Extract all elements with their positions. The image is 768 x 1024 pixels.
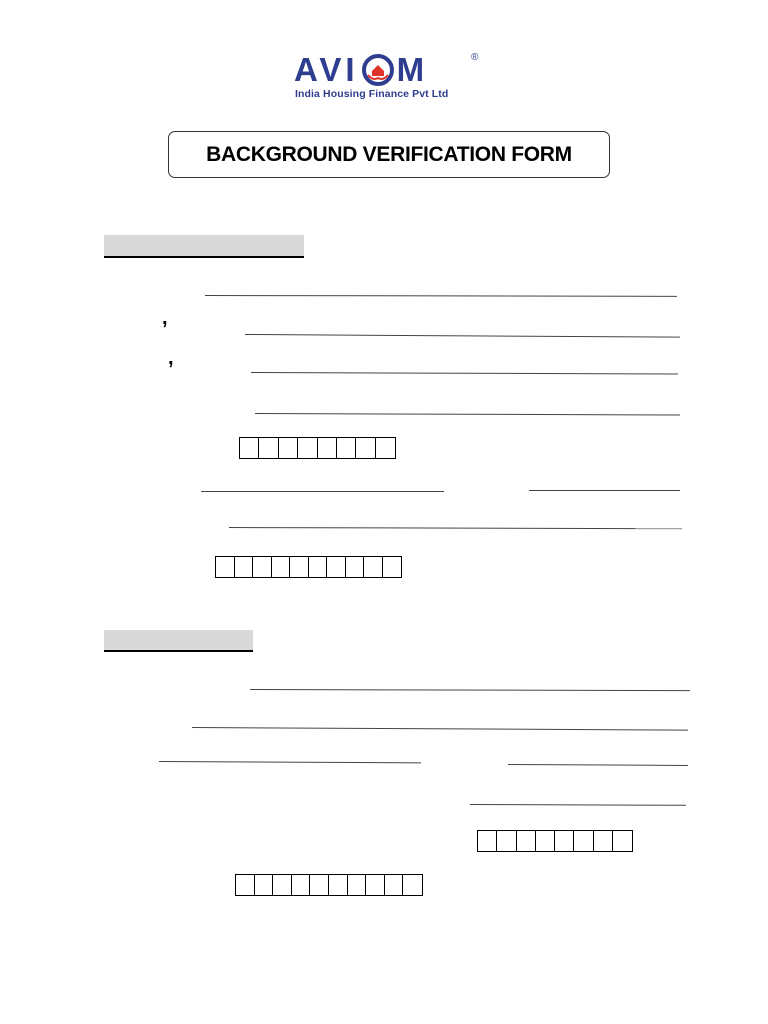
form-title-box (168, 131, 610, 178)
char-box-group[interactable] (477, 830, 633, 852)
field-line[interactable] (201, 491, 444, 492)
section-header-bar-2 (104, 630, 253, 652)
company-logo (294, 50, 484, 104)
logo-wordmark-left: AVI (294, 51, 359, 88)
logo-tagline: India Housing Finance Pvt Ltd (295, 88, 449, 100)
char-box-group[interactable] (215, 556, 402, 578)
section-header-bar-1 (104, 235, 304, 258)
field-line[interactable] (251, 372, 678, 374)
comma-mark: , (168, 347, 174, 369)
field-line[interactable] (255, 413, 680, 415)
field-line[interactable] (205, 295, 677, 297)
form-title: BACKGROUND VERIFICATION FORM (206, 142, 572, 166)
field-line[interactable] (229, 527, 682, 529)
comma-mark: , (162, 307, 168, 329)
field-line[interactable] (245, 334, 680, 338)
char-box-group[interactable] (239, 437, 396, 459)
logo-wordmark-right: M (396, 51, 429, 88)
field-line[interactable] (159, 761, 421, 763)
registered-mark: ® (471, 52, 479, 63)
field-line[interactable] (192, 727, 688, 731)
logo-wordmark (294, 50, 428, 90)
field-line[interactable] (470, 804, 686, 806)
house-in-hands-icon (361, 53, 395, 87)
field-line[interactable] (250, 689, 690, 691)
char-box-group[interactable] (235, 874, 423, 896)
field-line[interactable] (529, 490, 680, 491)
field-line[interactable] (508, 764, 688, 766)
